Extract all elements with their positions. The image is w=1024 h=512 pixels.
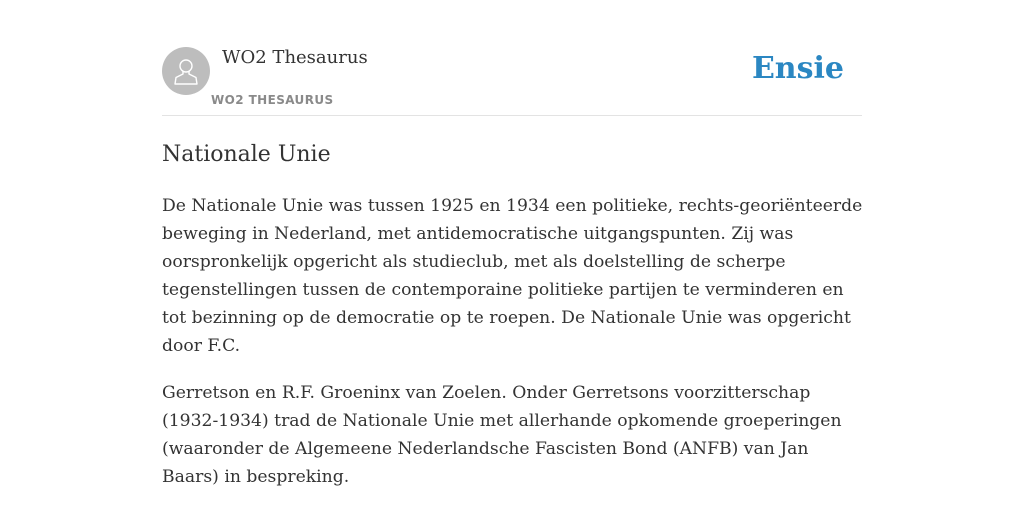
author-subtitle[interactable]: WO2 THESAURUS xyxy=(211,93,334,107)
author-name[interactable]: WO2 Thesaurus xyxy=(222,47,368,68)
paragraph-1: De Nationale Unie was tussen 1925 en 1934 een politieke, rechts-georiënteerde beweging in Nederland, met antidemocratische uitgangspunten. Zij was oorspronkelijk opgericht als studieclub, met als doelstelling de scherpe tegenstellingen tussen de contemporaine politieke partijen te verminderen en tot bezinning op de democratie op te roepen. De Nationale Unie was opgericht door F.C. xyxy=(162,196,863,356)
brand-logo[interactable]: Ensie xyxy=(751,51,844,86)
user-icon xyxy=(173,57,199,85)
avatar[interactable] xyxy=(162,47,210,95)
page-title: Nationale Unie xyxy=(162,142,331,167)
header xyxy=(162,46,862,116)
paragraph-2: Gerretson en R.F. Groeninx van Zoelen. Onder Gerretsons voorzitterschap (1932-1934) trad de Nationale Unie met allerhande opkomende groeperingen (waaronder de Algemeene Nederlandsche Fascisten Bond (ANFB) van Jan Baars) in bespreking. xyxy=(162,383,842,487)
